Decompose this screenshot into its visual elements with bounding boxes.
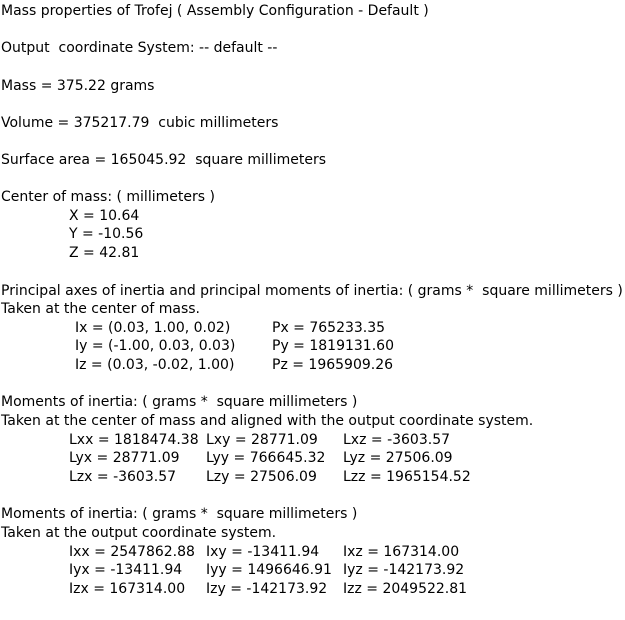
moment-lxx: Lxx = 1818474.38 bbox=[69, 432, 199, 448]
principal-axis-ix: Ix = (0.03, 1.00, 0.02) bbox=[75, 320, 231, 336]
output-coordinate-system: Output coordinate System: -- default -- bbox=[1, 40, 278, 56]
moments-output-subheading: Taken at the output coordinate system. bbox=[1, 525, 277, 541]
moments-output-heading: Moments of inertia: ( grams * square millimeters ) bbox=[1, 506, 358, 522]
moment-lzz: Lzz = 1965154.52 bbox=[343, 469, 471, 485]
moment-lyy: Lyy = 766645.32 bbox=[206, 450, 326, 466]
moment-lzx: Lzx = -3603.57 bbox=[69, 469, 177, 485]
principal-moment-px: Px = 765233.35 bbox=[272, 320, 386, 336]
surface-area-value: Surface area = 165045.92 square millimeters bbox=[1, 152, 326, 168]
moments-com-heading: Moments of inertia: ( grams * square millimeters ) bbox=[1, 394, 358, 410]
center-of-mass-z: Z = 42.81 bbox=[69, 245, 140, 261]
principal-axes-subheading: Taken at the center of mass. bbox=[1, 301, 200, 317]
moment-ixz: Ixz = 167314.00 bbox=[343, 544, 460, 560]
principal-axes-heading: Principal axes of inertia and principal moments of inertia: ( grams * square millimeters ) bbox=[1, 283, 623, 299]
moment-ixx: Ixx = 2547862.88 bbox=[69, 544, 195, 560]
moment-ixy: Ixy = -13411.94 bbox=[206, 544, 320, 560]
principal-moment-pz: Pz = 1965909.26 bbox=[272, 357, 394, 373]
moment-lxy: Lxy = 28771.09 bbox=[206, 432, 318, 448]
center-of-mass-x: X = 10.64 bbox=[69, 208, 140, 224]
moment-iyy: Iyy = 1496646.91 bbox=[206, 562, 332, 578]
mass-value: Mass = 375.22 grams bbox=[1, 78, 155, 94]
moment-izz: Izz = 2049522.81 bbox=[343, 581, 468, 597]
center-of-mass-heading: Center of mass: ( millimeters ) bbox=[1, 189, 215, 205]
moment-lxz: Lxz = -3603.57 bbox=[343, 432, 451, 448]
principal-moment-py: Py = 1819131.60 bbox=[272, 338, 394, 354]
principal-axis-iy: Iy = (-1.00, 0.03, 0.03) bbox=[75, 338, 236, 354]
moment-lyx: Lyx = 28771.09 bbox=[69, 450, 180, 466]
principal-axis-iz: Iz = (0.03, -0.02, 1.00) bbox=[75, 357, 235, 373]
moment-lyz: Lyz = 27506.09 bbox=[343, 450, 453, 466]
moment-lzy: Lzy = 27506.09 bbox=[206, 469, 317, 485]
volume-value: Volume = 375217.79 cubic millimeters bbox=[1, 115, 279, 131]
moment-izx: Izx = 167314.00 bbox=[69, 581, 186, 597]
report-title: Mass properties of Trofej ( Assembly Configuration - Default ) bbox=[1, 3, 429, 19]
moment-izy: Izy = -142173.92 bbox=[206, 581, 328, 597]
moment-iyx: Iyx = -13411.94 bbox=[69, 562, 183, 578]
center-of-mass-y: Y = -10.56 bbox=[69, 226, 144, 242]
moments-com-subheading: Taken at the center of mass and aligned with the output coordinate system. bbox=[1, 413, 534, 429]
moment-iyz: Iyz = -142173.92 bbox=[343, 562, 465, 578]
